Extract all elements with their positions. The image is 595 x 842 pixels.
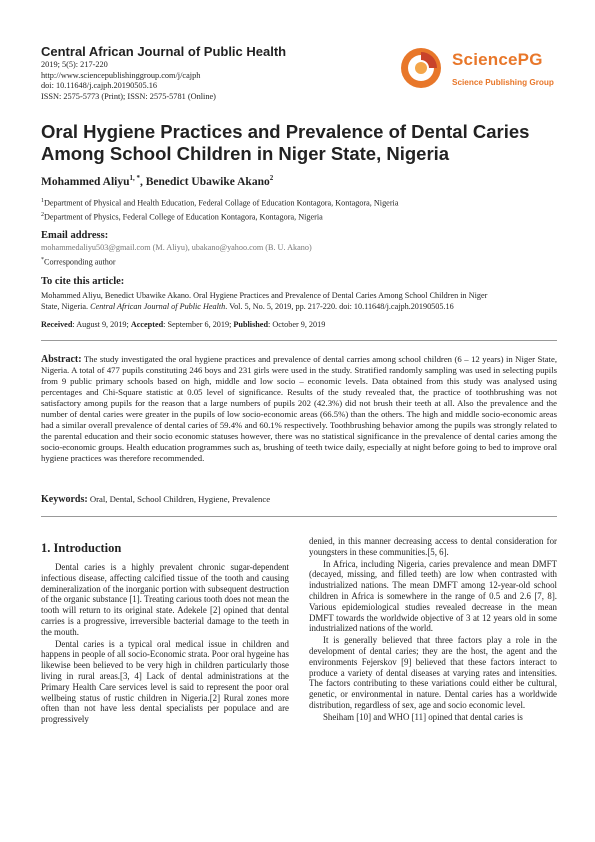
- cite-line-2-pre: State, Nigeria.: [41, 302, 91, 311]
- keywords-text: Oral, Dental, School Children, Hygiene, Prevalence: [89, 494, 271, 504]
- email-heading: Email address:: [41, 230, 109, 241]
- divider: [41, 516, 557, 517]
- cite-line-1: Mohammed Aliyu, Benedict Ubawike Akano. Oral Hygiene Practices and Prevalence of Dental Caries Among School Children in Niger: [41, 291, 488, 300]
- author-1: Mohammed Aliyu: [41, 175, 130, 188]
- author-2: Benedict Ubawike Akano: [145, 175, 270, 188]
- article-title: [41, 121, 561, 165]
- title-line-1: Oral Hygiene Practices and Prevalence of Dental Caries: [41, 121, 530, 142]
- cite-line-2: [41, 302, 454, 313]
- email-addresses[interactable]: mohammedaliyu503@gmail.com (M. Aliyu), ubakano@yahoo.com (B. U. Akano): [41, 243, 312, 252]
- corresponding-sup: *: [41, 257, 44, 263]
- logo-tagline: Science Publishing Group: [452, 78, 554, 87]
- cite-journal: Central African Journal of Public Health: [90, 302, 226, 311]
- accepted-date: : September 6, 2019;: [163, 320, 234, 329]
- journal-name: Central African Journal of Public Health: [41, 44, 287, 59]
- accepted-label: Accepted: [130, 320, 164, 329]
- affiliation-2-sup: 2: [41, 212, 44, 218]
- published-label: Published: [233, 320, 268, 329]
- left-column: [41, 562, 289, 725]
- keywords-label: Keywords:: [41, 494, 88, 505]
- abstract-text: The study investigated the oral hygiene practices and prevalence of dental carries among school children (6 – 12 years) in Niger State, Nigeria. A total of 477 pupils constituting 246 boys and 231 girls were used in the study. Stratified randomly sampling was used in selecting pupils from 9 public primary schools based on high, middle and low socio – economic levels. Data obtained from this study was analysed using percentages and Chi-Square statistic at 0.05 level of significance. Results of the study revealed that, the practice of toothbrushing was not satisfactory among pupils for the reason that a large numbers of pupils 202 (42.3%) did not brush their teeth at all. Also the prevalence and the number of dental caries were greater in the pupils of low socio-economic areas (66.5%) than the others. The high and middle socio-economic areas had a similar overall prevalence of dental caries of 59.4% and 60.1% respectively. Toothbrushing behavior among the pupils was strongly related to the parental education and their socio economic statuses however, there was no statistical significance in the prevalence of dental caries among the socio-economic groups. Health education programmes such as, brushing of teeth twice daily, especially at night before going to bed to improve oral hygiene practices was therefore recommended.: [41, 354, 557, 463]
- author-1-sup: 1, *: [129, 174, 140, 182]
- cite-line-2-post[interactable]: . Vol. 5, No. 5, 2019, pp. 217-220. doi: 10.11648/j.cajph.20190505.16: [225, 302, 454, 311]
- cite-heading: To cite this article:: [41, 276, 125, 287]
- abstract-label: Abstract:: [41, 354, 82, 365]
- published-date: : October 9, 2019: [268, 320, 326, 329]
- received-label: Received: [41, 320, 73, 329]
- divider: [41, 340, 557, 341]
- paragraph: Sheiham [10] and WHO [11] opined that dental caries is: [323, 711, 523, 722]
- paragraph: It is generally believed that three factors play a role in the development of dental caries; they are the host, the agent and the environments Fejerskov [9] believed that these factors interact to produce a variety of dental diseases at varying rates and intensities. The factors contributing to these variations could either be cultural, genetic, or environmental in nature. Dental caries has a worldwide distribution, regardless of sex, age and socio economic level.: [309, 635, 557, 710]
- affiliation-2-text: Department of Physics, Federal College of Education Kontagora, Kontagora, Nigeria: [44, 212, 323, 222]
- journal-issue: 2019; 5(5): 217-220: [41, 60, 108, 69]
- affiliation-1-sup: 1: [41, 198, 44, 204]
- author-2-sup: 2: [269, 174, 274, 182]
- paragraph: Dental caries is a typical oral medical issue in children and happens in people of all socio-Economic strata. Poor oral hygeine has likewise been believed to be very high in children particularly those living in rural areas.[3, 4] Lack of dental administrations at the Primary Health Care services level is said to represent the poor oral wellbeing status of rustic children in Nigeria.[2] Rural zones more often than not have less dental specialists per populace and are progressively: [41, 638, 289, 725]
- abstract: [41, 354, 557, 464]
- title-line-2: Among School Children in Niger State, Nigeria: [41, 143, 450, 164]
- right-column: [309, 536, 557, 723]
- paragraph: Dental caries is a highly prevalent chronic sugar-dependent infectious disease, affecting calcified tissue of the tooth and causing demineralization of the inorganic portion with subsequent destruction of the organic substance [1]. Treating carious tooth does not mean the tooth will return to its original state. Adekele [2] opined that dental carries is a progressive, irreversible bacterial damage to the teeth in the mouth.: [41, 562, 289, 637]
- journal-issn: ISSN: 2575-5773 (Print); ISSN: 2575-5781 (Online): [41, 91, 216, 101]
- corresponding-text: Corresponding author: [44, 257, 116, 267]
- section-heading: 1. Introduction: [41, 541, 122, 555]
- affiliation-2: [41, 212, 323, 222]
- affiliation-1: [41, 198, 398, 208]
- affiliation-1-text: Department of Physical and Health Education, Federal Collage of Education Kontagora, Kontagora, Nigeria: [44, 198, 399, 208]
- keywords: [41, 494, 270, 505]
- article-doi[interactable]: doi: 10.11648/j.cajph.20190505.16: [41, 81, 158, 90]
- corresponding-note: [41, 255, 116, 268]
- received-date: : August 9, 2019;: [72, 320, 131, 329]
- paragraph: In Africa, including Nigeria, caries prevalence and mean DMFT (decayed, missing, and filled teeth) are low when contrasted with industrialized nations. The mean DMFT among 12-year-old school children in Africa is somewhere in the range of 0.5 and 2.6 [7, 8]. Various epidemiological studies revealed decrease in the mean DMFT towards the worldwide objective of 3 at 12 years old in some industrialized nations of the world.: [309, 558, 557, 634]
- logo-name: SciencePG: [452, 50, 543, 69]
- author-list: [41, 174, 273, 188]
- article-dates: [41, 320, 325, 331]
- paragraph: denied, in this manner decreasing access to dental consideration for youngsters in these communities.[5, 6].: [309, 536, 557, 557]
- author-separator: ,: [140, 175, 146, 188]
- journal-url[interactable]: http://www.sciencepublishinggroup.com/j/cajph: [41, 70, 201, 80]
